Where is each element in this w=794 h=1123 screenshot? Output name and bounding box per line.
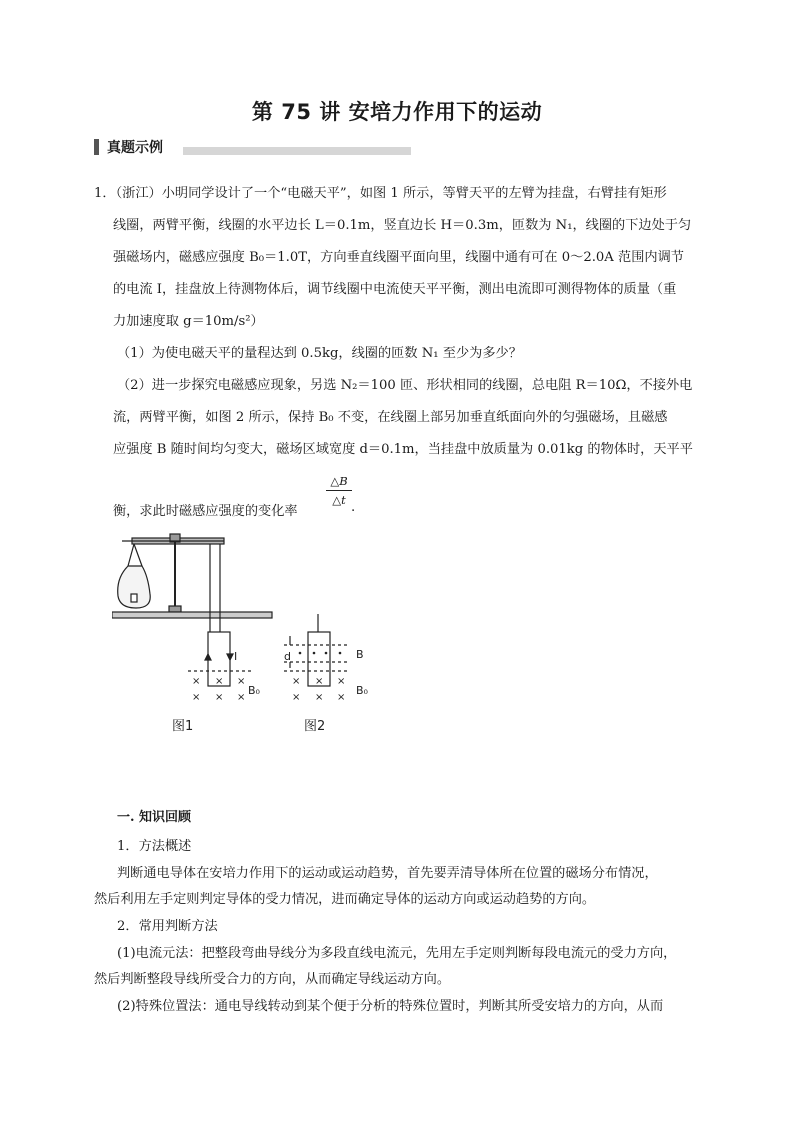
dot — [339, 652, 342, 655]
rate-fraction — [326, 474, 352, 507]
question-1: （1）为使电磁天平的量程达到 0.5kg，线圈的匝数 N₁ 至少为多少？ — [117, 346, 522, 361]
current-element-method-line-2: 然后判断整段导线所受合力的方向，从而确定导线运动方向。 — [94, 972, 451, 987]
question-2-line-1: （2）进一步探究电磁感应现象，另选 N₂＝100 匝、形状相同的线圈，总电阻 R＝10Ω，不接外电 — [117, 378, 693, 393]
label-b: B — [356, 648, 364, 661]
section-rule — [183, 147, 411, 155]
method-overview-line-2: 然后利用左手定则判定导体的受力情况，进而确定导体的运动方向或运动趋势的方向。 — [94, 892, 596, 907]
section-marker — [94, 139, 99, 155]
special-position-method: (2)特殊位置法：通电导线转动到某个便于分析的特殊位置时，判断其所受安培力的方向，从而 — [117, 999, 664, 1014]
cross: × — [192, 692, 201, 703]
cross: × — [215, 692, 224, 703]
cross: × — [337, 676, 346, 687]
problem-line-2: 线圈，两臂平衡，线圈的水平边长 L＝0.1m，竖直边长 H＝0.3m，匝数为 N₁，线圈的下边处于匀 — [113, 218, 692, 233]
cross: × — [215, 676, 224, 687]
fraction-denominator: △t — [332, 493, 346, 507]
problem-line-5: 力加速度取 g＝10m/s²） — [113, 314, 264, 329]
problem-line-3: 强磁场内，磁感应强度 B₀＝1.0T，方向垂直线圈平面向里，线圈中通有可在 0～2.0A 范围内调节 — [113, 250, 684, 265]
weight-block — [131, 594, 137, 602]
method-overview-title: 1．方法概述 — [117, 839, 192, 854]
pan-string-right — [134, 544, 142, 566]
current-arrow-left — [205, 654, 211, 660]
cross: × — [315, 692, 324, 703]
cross: × — [237, 676, 246, 687]
section-label: 真题示例 — [107, 140, 163, 156]
method-overview-line-1: 判断通电导体在安培力作用下的运动或运动趋势，首先要弄清导体所在位置的磁场分布情况， — [117, 866, 658, 881]
current-element-method-line-1: (1)电流元法：把整段弯曲导线分为多段直线电流元，先用左手定则判断每段电流元的受力方向， — [117, 946, 677, 961]
label-current: I — [234, 650, 238, 663]
dot — [299, 652, 302, 655]
fraction-numerator: △B — [326, 474, 352, 491]
caption-fig2: 图2 — [304, 719, 326, 734]
question-2-line-4: 衡，求此时磁感应强度的变化率 — [113, 504, 298, 519]
common-methods-title: 2．常用判断方法 — [117, 919, 218, 934]
problem-line-4: 的电流 I，挂盘放上待测物体后，调节线圈中电流使天平平衡，测出电流即可测得物体的质量（重 — [113, 282, 677, 297]
cross: × — [337, 692, 346, 703]
field-crosses — [192, 676, 345, 703]
stand-foot — [169, 606, 181, 612]
page-title: 第 75 讲 安培力作用下的运动 — [251, 100, 543, 124]
problem-line-1: 1．（浙江）小明同学设计了一个“电磁天平”，如图 1 所示，等臂天平的左臂为挂盘，右臂挂有矩形 — [94, 186, 667, 201]
label-b0-fig1: B₀ — [248, 684, 260, 697]
label-b0-fig2: B₀ — [356, 684, 368, 697]
pan-string-left — [128, 544, 134, 566]
cross: × — [315, 676, 324, 687]
dot — [325, 652, 328, 655]
question-2-period: . — [351, 500, 356, 515]
cross: × — [192, 676, 201, 687]
field-dots — [299, 652, 342, 655]
dot — [313, 652, 316, 655]
figure-balance-coils — [112, 528, 392, 743]
cross: × — [292, 692, 301, 703]
table-surface — [112, 612, 272, 618]
cross: × — [237, 692, 246, 703]
question-2-line-2: 流，两臂平衡，如图 2 所示，保持 B₀ 不变，在线圈上部另加垂直纸面向外的匀强磁场，且磁感 — [113, 410, 668, 425]
caption-fig1: 图1 — [172, 719, 194, 734]
review-heading: 一. 知识回顾 — [117, 810, 192, 825]
current-arrow-right — [227, 654, 233, 660]
label-d: d — [284, 650, 291, 663]
question-2-line-3: 应强度 B 随时间均匀变大，磁场区域宽度 d＝0.1m，当挂盘中放质量为 0.01kg 的物体时，天平平 — [113, 442, 693, 457]
cross: × — [292, 676, 301, 687]
